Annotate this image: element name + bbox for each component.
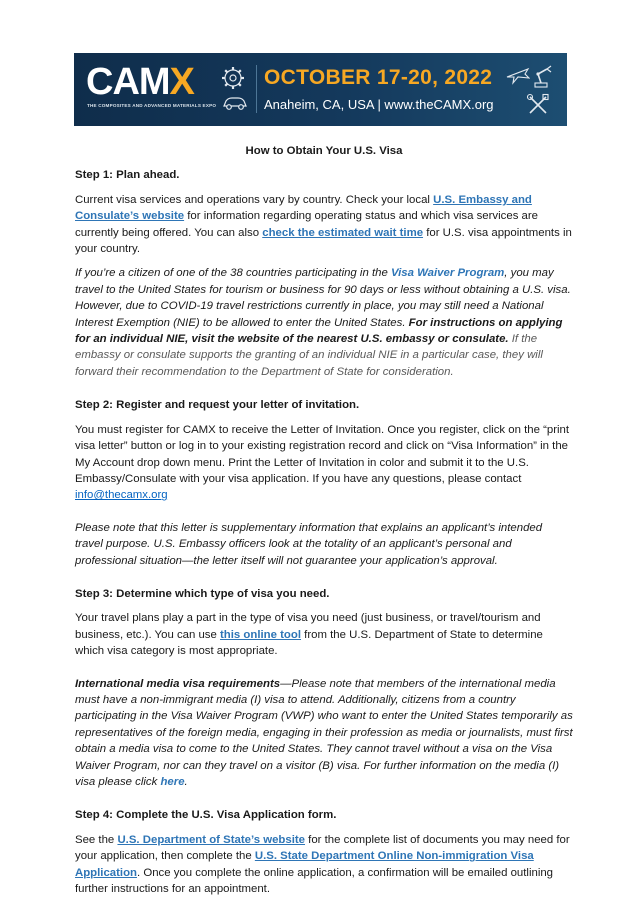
step2-paragraph-2: Please note that this letter is supplementary information that explains an applicant’s intended travel purpose. U.S. Embassy officers look at the totality of an applicant’s personal and professional situation—the letter itself will not guarantee your application’s approval. bbox=[75, 521, 543, 567]
gear-icon bbox=[220, 65, 246, 91]
step1-paragraph-2: If you’re a citizen of one of the 38 countries participating in the Visa Waiver Program, you may travel to the United States for tourism or business for 90 days or less without obtaining a U.S. visa. However, due to COVID-19 travel restrictions currently in place, you may still need a National Interest Exemption (NIE) to be allowed to enter the United States. For instructions on applying for an individual NIE, visit the website of the nearest U.S. embassy or consulate. If the embassy or consulate supports the granting of an individual NIE in a particular case, they will forward their recommendation to the Department of State for consideration. bbox=[75, 267, 571, 378]
wait-time-link[interactable]: check the estimated wait time bbox=[262, 226, 424, 239]
visa-application-link[interactable]: U.S. State Department Online Non-immigration Visa Application bbox=[75, 850, 534, 879]
event-banner bbox=[74, 53, 567, 126]
tools-icon bbox=[526, 93, 550, 117]
robot-arm-icon bbox=[529, 63, 555, 89]
document-body bbox=[75, 138, 573, 897]
step1-heading: Step 1: Plan ahead. bbox=[75, 169, 180, 182]
banner-divider bbox=[256, 65, 257, 113]
contact-email-link[interactable]: info@thecamx.org bbox=[75, 489, 168, 502]
step3-paragraph-1: Your travel plans play a part in the type of visa you need (just business, or travel/tourism and business, etc.). You can use this online tool from the U.S. Department of State to determine which visa category is most appropriate. bbox=[75, 612, 543, 658]
step4-paragraph-1: See the U.S. Department of State’s website for the complete list of documents you may need for your application, then complete the U.S. State Department Online Non-immigration Visa Application. Once you complete the online application, a confirmation will be emailed outlining further instructions for an appointment. bbox=[75, 833, 570, 896]
state-dept-website-link[interactable]: U.S. Department of State’s website bbox=[117, 833, 306, 846]
step2-paragraph-1: You must register for CAMX to receive the Letter of Invitation. Once you register, click on the “print visa letter” button or log in to your existing registration record and click on “Visa Information” in the My Account drop down menu. Print the Letter of Invitation in color and submit it to the U.S. Embassy/Consulate with your visa application. If you have any questions, please contact info@thecamx.org bbox=[75, 423, 570, 502]
document-title: How to Obtain Your U.S. Visa bbox=[245, 145, 403, 157]
step2-heading: Step 2: Register and request your letter of invitation. bbox=[75, 399, 360, 412]
step3-paragraph-2: International media visa requirements—Please note that members of the international media must have a non-immigrant media (I) visa to attend. Additionally, citizens from a country participating in the Visa Waiver Program (VWP) who want to enter the United States temporarily as representatives of the foreign media, engaging in their profession as media or journalists, must first obtain a media visa to come to the United States. They cannot travel without a visa on the Visa Waiver Program, nor can they travel on a visitor (B) visa. For further information on the media (I) visa please click here. bbox=[75, 677, 573, 788]
logo-tagline: THE COMPOSITES AND ADVANCED MATERIALS EXPO bbox=[87, 103, 217, 108]
embassy-website-link[interactable]: U.S. Embassy and Consulate’s website bbox=[75, 193, 532, 223]
step1-paragraph-1: Current visa services and operations vary by country. Check your local U.S. Embassy and Consulate’s website for information regarding operating status and which visa services are currently being offered. You can also check the estimated wait time for U.S. visa appointments in your country. bbox=[75, 193, 572, 256]
camx-logo: CAMX bbox=[86, 61, 194, 103]
event-dates: OCTOBER 17-20, 2022 bbox=[264, 66, 493, 89]
online-tool-link[interactable]: this online tool bbox=[220, 628, 302, 641]
visa-waiver-link[interactable]: Visa Waiver Program bbox=[390, 267, 505, 280]
step4-heading: Step 4: Complete the U.S. Visa Application form. bbox=[75, 809, 337, 822]
car-icon bbox=[222, 95, 248, 111]
media-visa-here-link[interactable]: here bbox=[160, 776, 185, 788]
step3-heading: Step 3: Determine which type of visa you need. bbox=[75, 587, 330, 600]
event-location: Anaheim, CA, USA | www.theCAMX.org bbox=[264, 97, 494, 112]
plane-icon bbox=[506, 65, 530, 85]
